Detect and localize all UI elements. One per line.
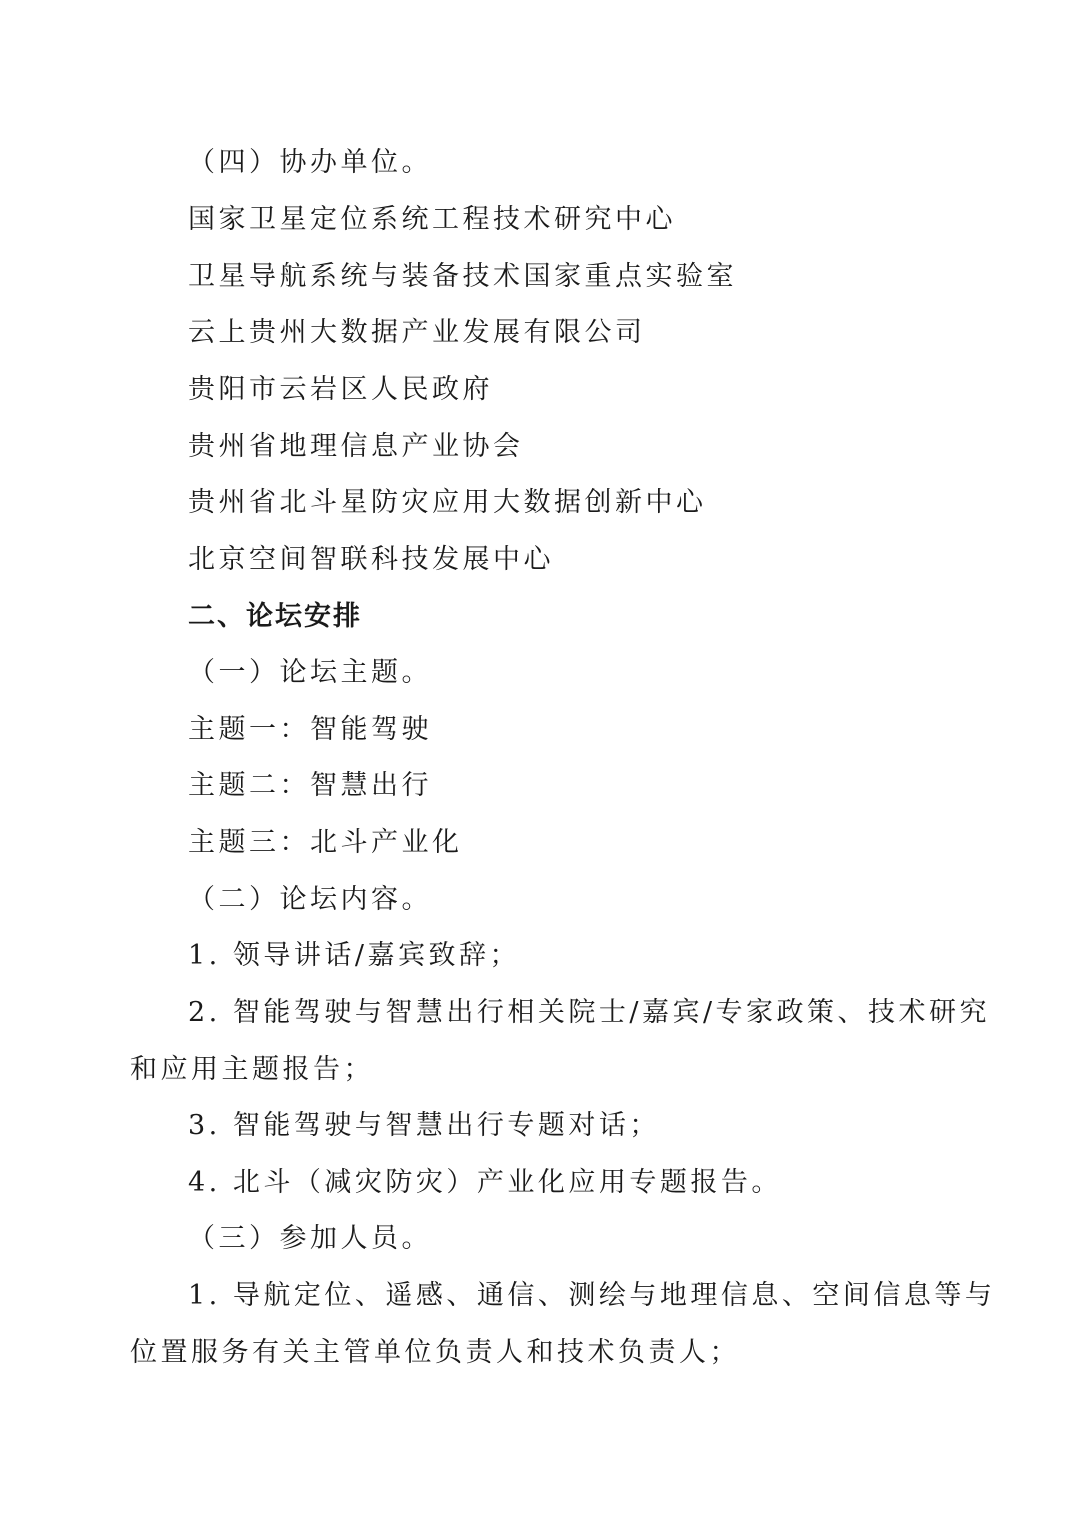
unit-item: 国家卫星定位系统工程技术研究中心 bbox=[188, 204, 676, 235]
part-2-heading: 二、论坛安排 bbox=[188, 601, 362, 632]
participants-title: （三）参加人员。 bbox=[188, 1223, 432, 1254]
theme-item: 主题一：智能驾驶 bbox=[188, 714, 432, 745]
participant-item-continued: 位置服务有关主管单位负责人和技术负责人； bbox=[130, 1337, 740, 1368]
unit-item: 卫星导航系统与装备技术国家重点实验室 bbox=[188, 261, 737, 292]
unit-item: 贵州省地理信息产业协会 bbox=[188, 431, 524, 462]
unit-item: 北京空间智联科技发展中心 bbox=[188, 544, 554, 575]
unit-item: 云上贵州大数据产业发展有限公司 bbox=[188, 317, 646, 348]
content-item: 2. 智能驾驶与智慧出行相关院士/嘉宾/专家政策、技术研究 bbox=[188, 997, 991, 1028]
theme-item: 主题三：北斗产业化 bbox=[188, 827, 463, 858]
section-4-title: （四）协办单位。 bbox=[188, 147, 432, 178]
content-item: 1. 领导讲话/嘉宾致辞； bbox=[188, 940, 520, 971]
unit-item: 贵阳市云岩区人民政府 bbox=[188, 374, 493, 405]
participant-item: 1. 导航定位、遥感、通信、测绘与地理信息、空间信息等与 bbox=[188, 1280, 996, 1311]
theme-item: 主题二：智慧出行 bbox=[188, 770, 432, 801]
content-item-continued: 和应用主题报告； bbox=[130, 1054, 374, 1085]
themes-title: （一）论坛主题。 bbox=[188, 657, 432, 688]
unit-item: 贵州省北斗星防灾应用大数据创新中心 bbox=[188, 487, 707, 518]
content-title: （二）论坛内容。 bbox=[188, 884, 432, 915]
content-item: 3. 智能驾驶与智慧出行专题对话； bbox=[188, 1110, 660, 1141]
content-item: 4. 北斗（减灾防灾）产业化应用专题报告。 bbox=[188, 1167, 782, 1198]
